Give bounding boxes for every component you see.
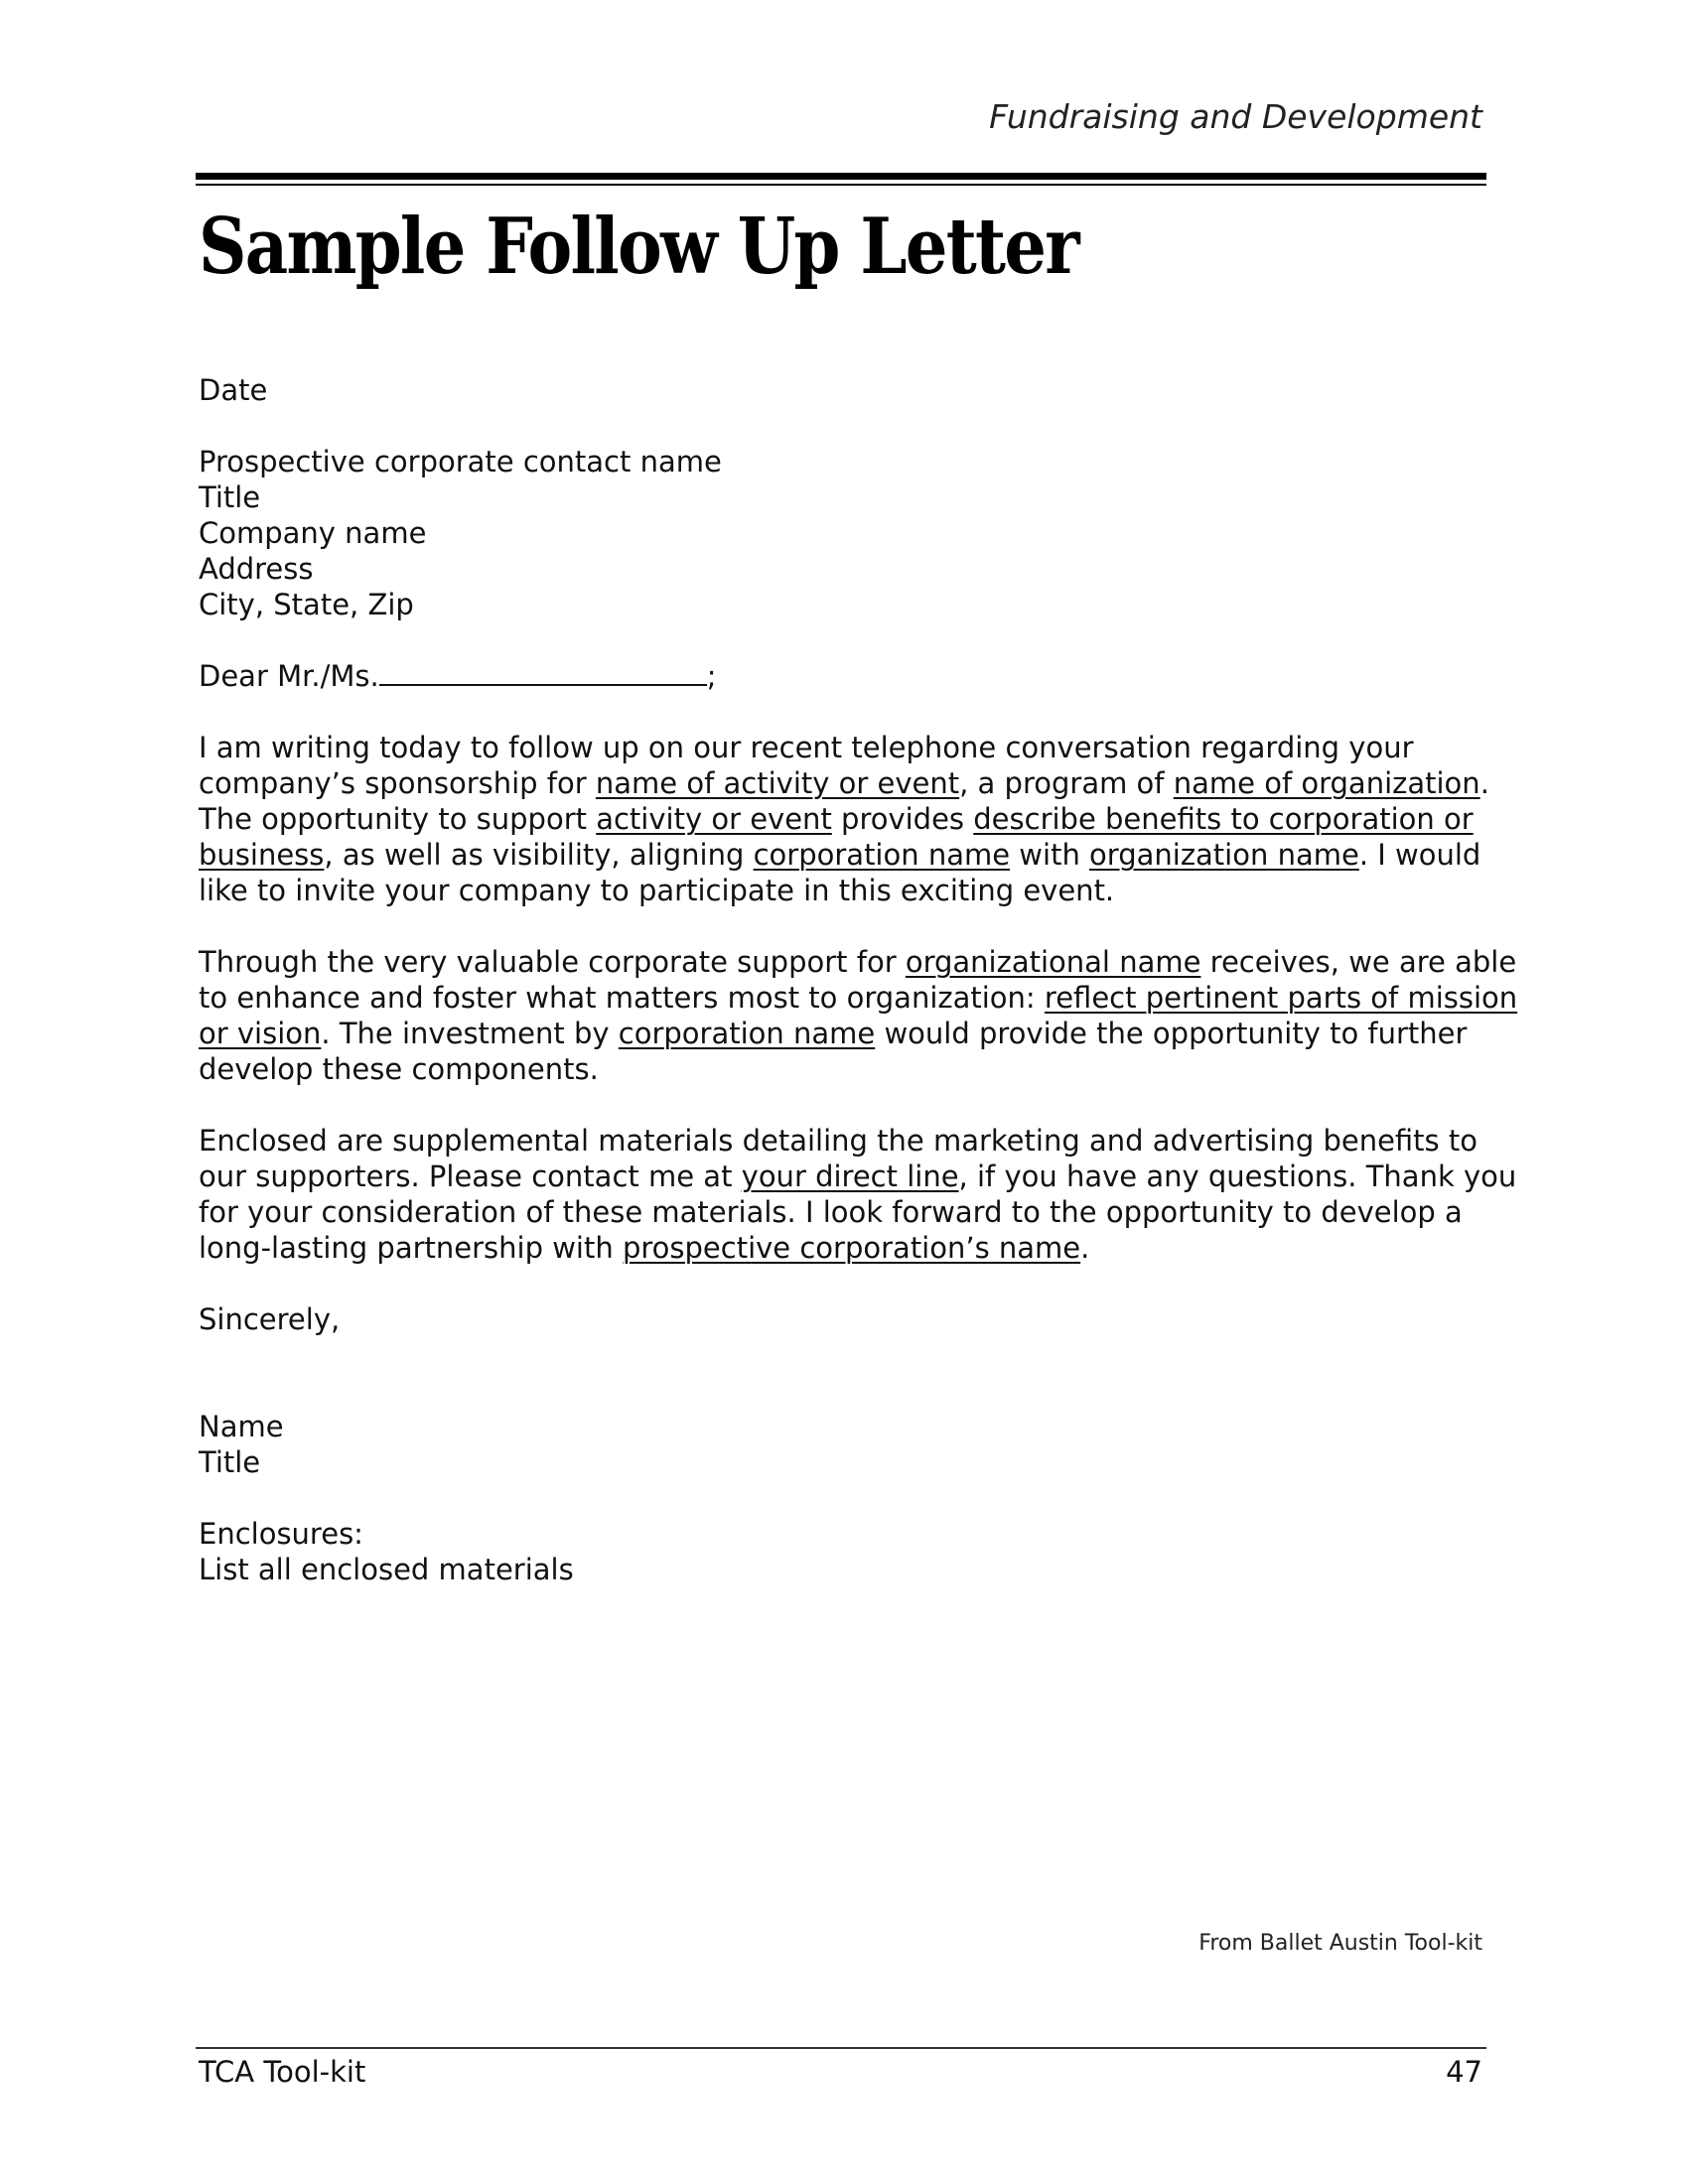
p3-text-3: .: [1080, 1231, 1090, 1265]
p2-text-4: would provide the opportunity to further develop these components.: [199, 1017, 1468, 1086]
signature-title: Title: [199, 1445, 261, 1479]
signature-name: Name: [199, 1410, 284, 1443]
salutation-name-blank: [379, 660, 707, 686]
recipient-contact-name: Prospective corporate contact name: [199, 445, 722, 478]
p1-text-3: . The opportunity to support: [199, 766, 1489, 836]
paragraph-intro: [199, 730, 1519, 908]
p1-text-7: . I would like to invite your company to participate in this exciting event.: [199, 838, 1481, 907]
p2-text-2: receives, we are able to enhance and foster what matters most to organization:: [199, 945, 1517, 1015]
page-title: Sample Follow Up Letter: [199, 202, 1078, 292]
p1-text-6: with: [1010, 838, 1090, 872]
p1-blank-activity: name of activity or event: [595, 766, 960, 800]
p1-blank-benefits: describe benefits to corporation or business: [199, 802, 1474, 872]
p1-text-5: , as well as visibility, aligning: [324, 838, 754, 872]
p1-text-4: provides: [831, 802, 974, 836]
source-credit: From Ballet Austin Tool-kit: [1198, 1931, 1482, 1956]
salutation: [199, 658, 1519, 694]
enclosures-block: [199, 1516, 1519, 1587]
p1-blank-activity-event: activity or event: [596, 802, 832, 836]
p2-blank-mission: reflect pertinent parts of mission or vision: [199, 981, 1518, 1050]
salutation-prefix: Dear Mr./Ms.: [199, 659, 379, 693]
p2-blank-corporation: corporation name: [618, 1017, 876, 1050]
page-number: 47: [1446, 2055, 1482, 2089]
p1-blank-corporation: corporation name: [753, 838, 1011, 872]
paragraph-enclosed: [199, 1123, 1519, 1266]
p2-text-1: Through the very valuable corporate support for: [199, 945, 906, 979]
date-line: Date: [199, 373, 268, 407]
p1-blank-organization: name of organization: [1173, 766, 1480, 800]
p1-blank-organization-name: organization name: [1089, 838, 1359, 872]
footer-left: TCA Tool-kit: [199, 2055, 366, 2089]
header-rule-thin: [196, 184, 1486, 186]
salutation-suffix: ;: [706, 659, 717, 693]
enclosures-label: Enclosures:: [199, 1517, 363, 1551]
closing: Sincerely,: [199, 1302, 341, 1336]
letter-body: [199, 372, 1519, 1623]
recipient-title: Title: [199, 480, 261, 514]
recipient-block: [199, 444, 1519, 622]
p2-text-3: . The investment by: [321, 1017, 619, 1050]
p1-text-2: , a program of: [959, 766, 1174, 800]
p3-blank-direct-line: your direct line: [741, 1160, 959, 1193]
p1-text-1: I am writing today to follow up on our recent telephone conversation regarding your company’s sponsorship for: [199, 731, 1414, 800]
recipient-city-state-zip: City, State, Zip: [199, 588, 414, 621]
header-rule-thick: [196, 173, 1486, 180]
recipient-address: Address: [199, 552, 314, 586]
p2-blank-organizational-name: organizational name: [905, 945, 1201, 979]
recipient-company: Company name: [199, 516, 427, 550]
p3-blank-corporation-name: prospective corporation’s name: [622, 1231, 1081, 1265]
enclosures-list: List all enclosed materials: [199, 1553, 574, 1586]
p3-text-1: Enclosed are supplemental materials detailing the marketing and advertising benefits to our supporters. Please contact me at: [199, 1124, 1477, 1193]
signature-block: [199, 1409, 1519, 1480]
running-head: Fundraising and Development: [989, 97, 1482, 136]
paragraph-support: [199, 944, 1519, 1087]
footer-rule: [196, 2047, 1486, 2049]
p3-text-2: , if you have any questions. Thank you for your consideration of these materials. I look forward to the opportunity to develop a long-lasting partnership with: [199, 1160, 1517, 1265]
